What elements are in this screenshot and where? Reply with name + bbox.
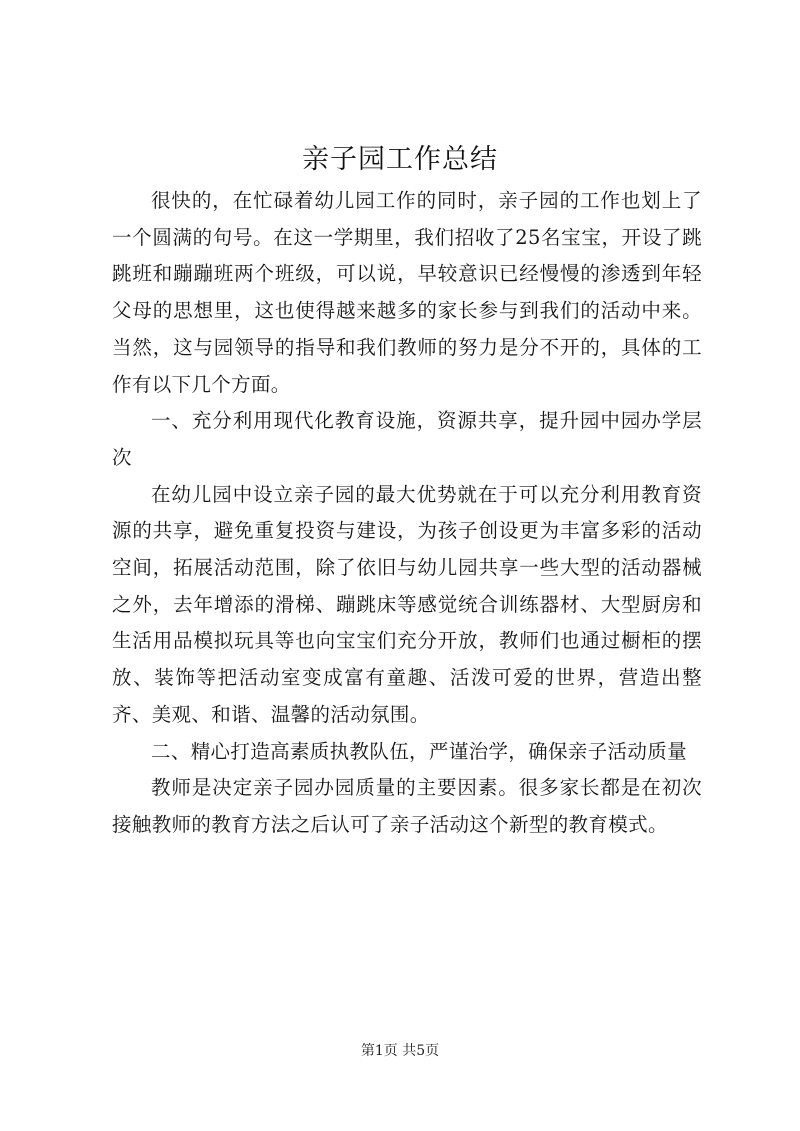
- document-title: 亲子园工作总结: [302, 144, 498, 175]
- paragraph-intro: 很快的，在忙碌着幼儿园工作的同时，亲子园的工作也划上了一个圆满的句号。在这一学期里，我们招收了25名宝宝，开设了跳跳班和蹦蹦班两个班级，可以说，早较意识已经慢慢的渗透到年轻父母的思想里，这也使得越来越多的家长参与到我们的活动中来。当然，这与园领导的指导和我们教师的努力是分不开的，具体的工作有以下几个方面。: [112, 189, 702, 396]
- paragraph-section-2: 教师是决定亲子园办园质量的主要因素。很多家长都是在初次接触教师的教育方法之后认可了亲子活动这个新型的教育模式。: [112, 776, 702, 836]
- section-heading-1: 一、充分利用现代化教育设施，资源共享，提升园中园办学层次: [112, 409, 702, 469]
- page-footer: 第1页 共5页: [360, 1043, 440, 1059]
- section-heading-2: 二、精心打造高素质执教队伍，严谨治学，确保亲子活动质量: [151, 739, 687, 763]
- document-body: [112, 183, 702, 844]
- paragraph-section-1: 在幼儿园中设立亲子园的最大优势就在于可以充分利用教育资源的共享，避免重复投资与建设，为孩子创设更为丰富多彩的活动空间，拓展活动范围，除了依旧与幼儿园共享一些大型的活动器械之外，去年增添的滑梯、蹦跳床等感觉统合训练器材、大型厨房和生活用品模拟玩具等也向宝宝们充分开放，教师们也通过橱柜的摆放、装饰等把活动室变成富有童趣、活泼可爱的世界，营造出整齐、美观、和谐、温馨的活动氛围。: [112, 482, 702, 726]
